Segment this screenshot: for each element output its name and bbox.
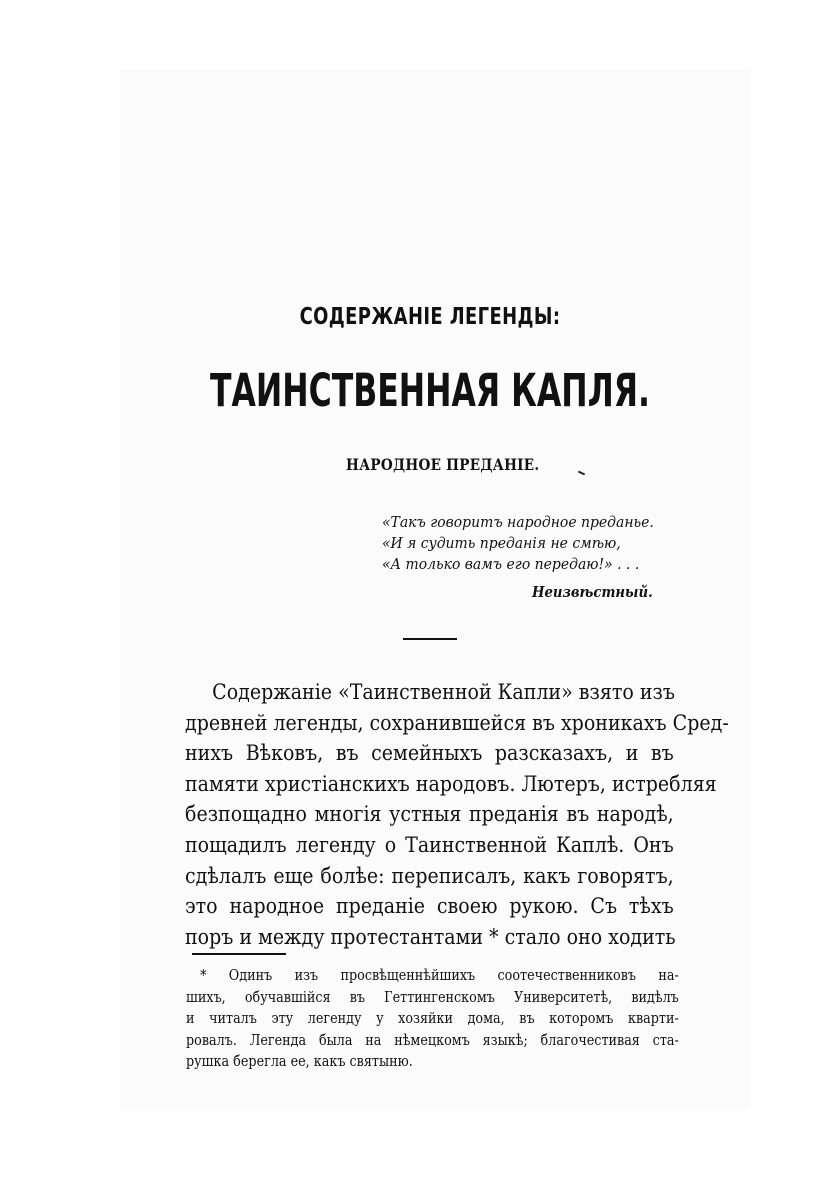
epigraph-line: «И я судить преданія не смѣю,: [382, 534, 621, 552]
body-line: памяти христіанскихъ народовъ. Лютеръ, истребляя: [185, 771, 717, 796]
body-line: безпощадно многія устныя преданія въ народѣ,: [185, 802, 674, 827]
body-line: это народное преданіе своею рукою. Съ тѣхъ: [185, 894, 674, 919]
body-line: поръ и между протестантами * стало оно ходить: [185, 924, 676, 949]
footnote-line: рушка берегла ее, какъ святыню.: [186, 1054, 413, 1070]
section-divider: [403, 638, 457, 640]
epigraph-line: «А только вамъ его передаю!» . . .: [382, 555, 640, 573]
body-line: сдѣлалъ еще болѣе: переписалъ, какъ говорятъ,: [185, 863, 674, 888]
epigraph-line: «Такъ говоритъ народное преданье.: [382, 513, 654, 531]
body-line: нихъ Вѣковъ, въ семейныхъ разсказахъ, и въ: [185, 741, 674, 766]
footnote-line: и читалъ эту легенду у хозяйки дома, въ которомъ кварти-: [186, 1011, 679, 1027]
body-line: древней легенды, сохранившейся въ хроникахъ Сред-: [185, 710, 729, 735]
section-subtitle: СОДЕРЖАНІЕ ЛЕГЕНДЫ:: [299, 304, 561, 330]
body-line: пощадилъ легенду о Таинственной Каплѣ. Онъ: [185, 832, 674, 857]
genre-label: НАРОДНОЕ ПРЕДАНІЕ.: [346, 455, 540, 474]
epigraph: [382, 512, 654, 575]
epigraph-author: Неизвѣстный.: [532, 583, 653, 601]
footnote-line: ровалъ. Легенда была на нѣмецкомъ языкѣ; благочестивая ста-: [186, 1032, 679, 1049]
body-line: Содержаніе «Таинственной Капли» взято изъ: [212, 680, 675, 704]
footnote-line: шихъ, обучавшійся въ Геттингенскомъ Университетѣ, видѣлъ: [186, 989, 679, 1006]
body-paragraph: [185, 677, 729, 952]
footnote: [186, 966, 679, 1074]
footnote-divider: [192, 953, 286, 955]
footnote-line: * Одинъ изъ просвѣщеннѣйшихъ соотечественниковъ на-: [200, 968, 679, 984]
page-title: ТАИНСТВЕННАЯ КАПЛЯ.: [210, 364, 650, 417]
